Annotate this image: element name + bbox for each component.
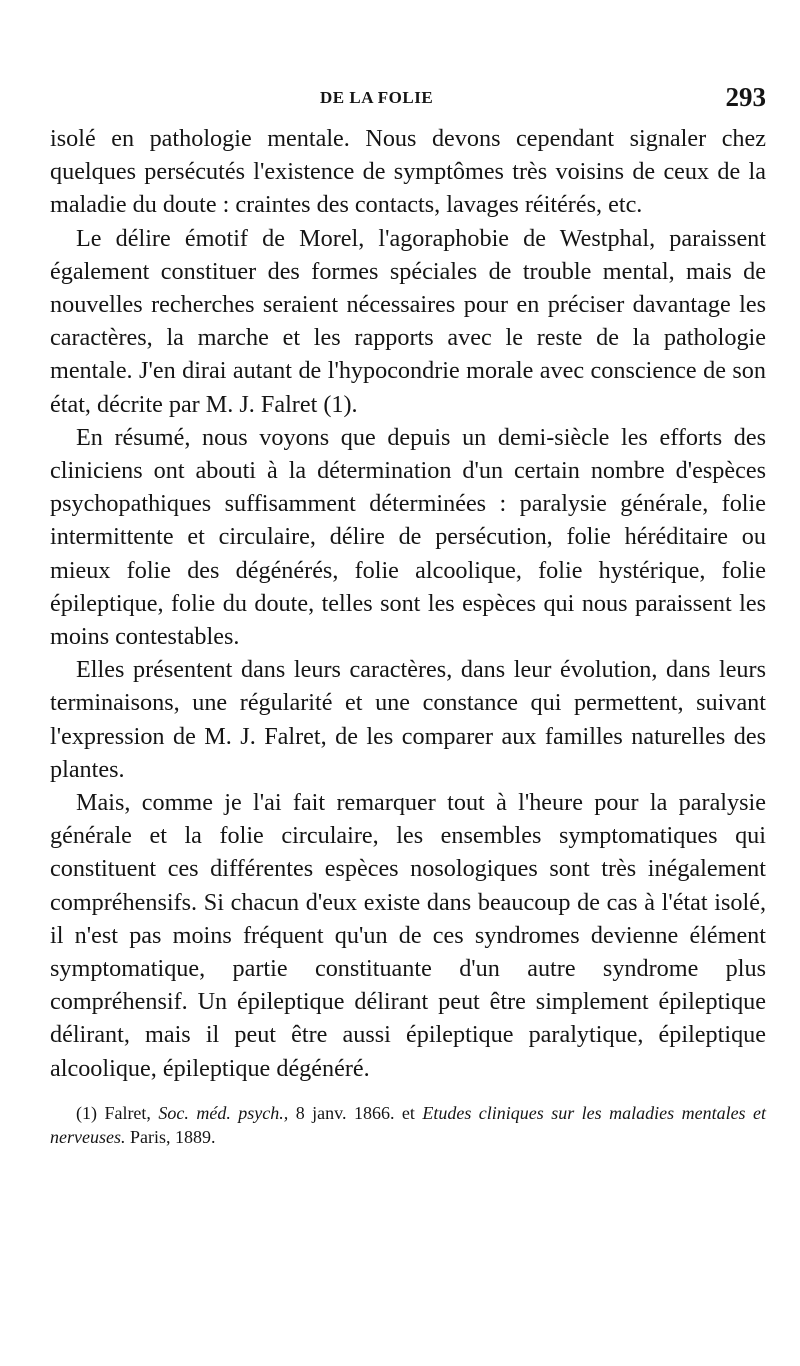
paragraph: En résumé, nous voyons que depuis un demi-siècle les efforts des cliniciens ont abouti à la détermination d'un certain nombre d'espèces psychopathiques suffisamment déterminées : paralysie générale, folie intermittente et circulaire, délire de persécution, folie héréditaire ou mieux folie des dégénérés, folie alcoolique, folie hystérique, folie épileptique, folie du doute, telles sont les espèces qui nous paraissent les moins contestables.	[50, 423, 766, 651]
paragraph: Le délire émotif de Morel, l'agoraphobie de Westphal, paraissent également constituer des formes spéciales de trouble mental, mais de nouvelles recherches seraient nécessaires pour en préciser davantage les caractères, la marche et les rapports avec le reste de la pathologie mentale. J'en dirai autant de l'hypocondrie morale avec conscience de son état, décrite par M. J. Falret (1).	[50, 224, 766, 418]
footnote	[50, 1101, 766, 1149]
paragraph: Mais, comme je l'ai fait remarquer tout à l'heure pour la paralysie générale et la folie circulaire, les ensembles symptomatiques qui constituent ces différentes espèces nosologiques sont très inégalement compréhensifs. Si chacun d'eux existe dans beaucoup de cas à l'état isolé, il n'est pas moins fréquent qu'un de ces syndromes devienne élément symptomatique, partie constituante d'un autre syndrome plus compréhensif. Un épileptique délirant peut être simplement épileptique délirant, mais il peut être aussi épileptique paralytique, épileptique alcoolique, épileptique dégénéré.	[50, 789, 766, 1082]
footnote-marker: (1) Falret,	[76, 1102, 151, 1123]
footnote-date: 8 janv. 1866. et	[288, 1102, 423, 1123]
footnote-place: Paris, 1889.	[125, 1126, 216, 1147]
paragraph: isolé en pathologie mentale. Nous devons cependant signaler chez quelques persécutés l'existence de symptômes très voisins de ceux de la maladie du doute : craintes des contacts, lavages réitérés, etc.	[50, 125, 766, 219]
footnote-journal: Soc. méd. psych.,	[158, 1102, 289, 1123]
footnote-book: Etudes cliniques sur les maladies mentales et nerveuses.	[50, 1102, 767, 1147]
page-number: 293	[725, 82, 766, 112]
running-title: DE LA FOLIE	[320, 88, 434, 107]
body-text	[50, 122, 766, 1085]
page-header	[50, 82, 766, 122]
book-page	[50, 82, 767, 1149]
paragraph: Elles présentent dans leurs caractères, dans leur évolution, dans leurs terminaisons, une régularité et une constance qui permettent, suivant l'expression de M. J. Falret, de les comparer aux familles naturelles des plantes.	[50, 656, 766, 783]
